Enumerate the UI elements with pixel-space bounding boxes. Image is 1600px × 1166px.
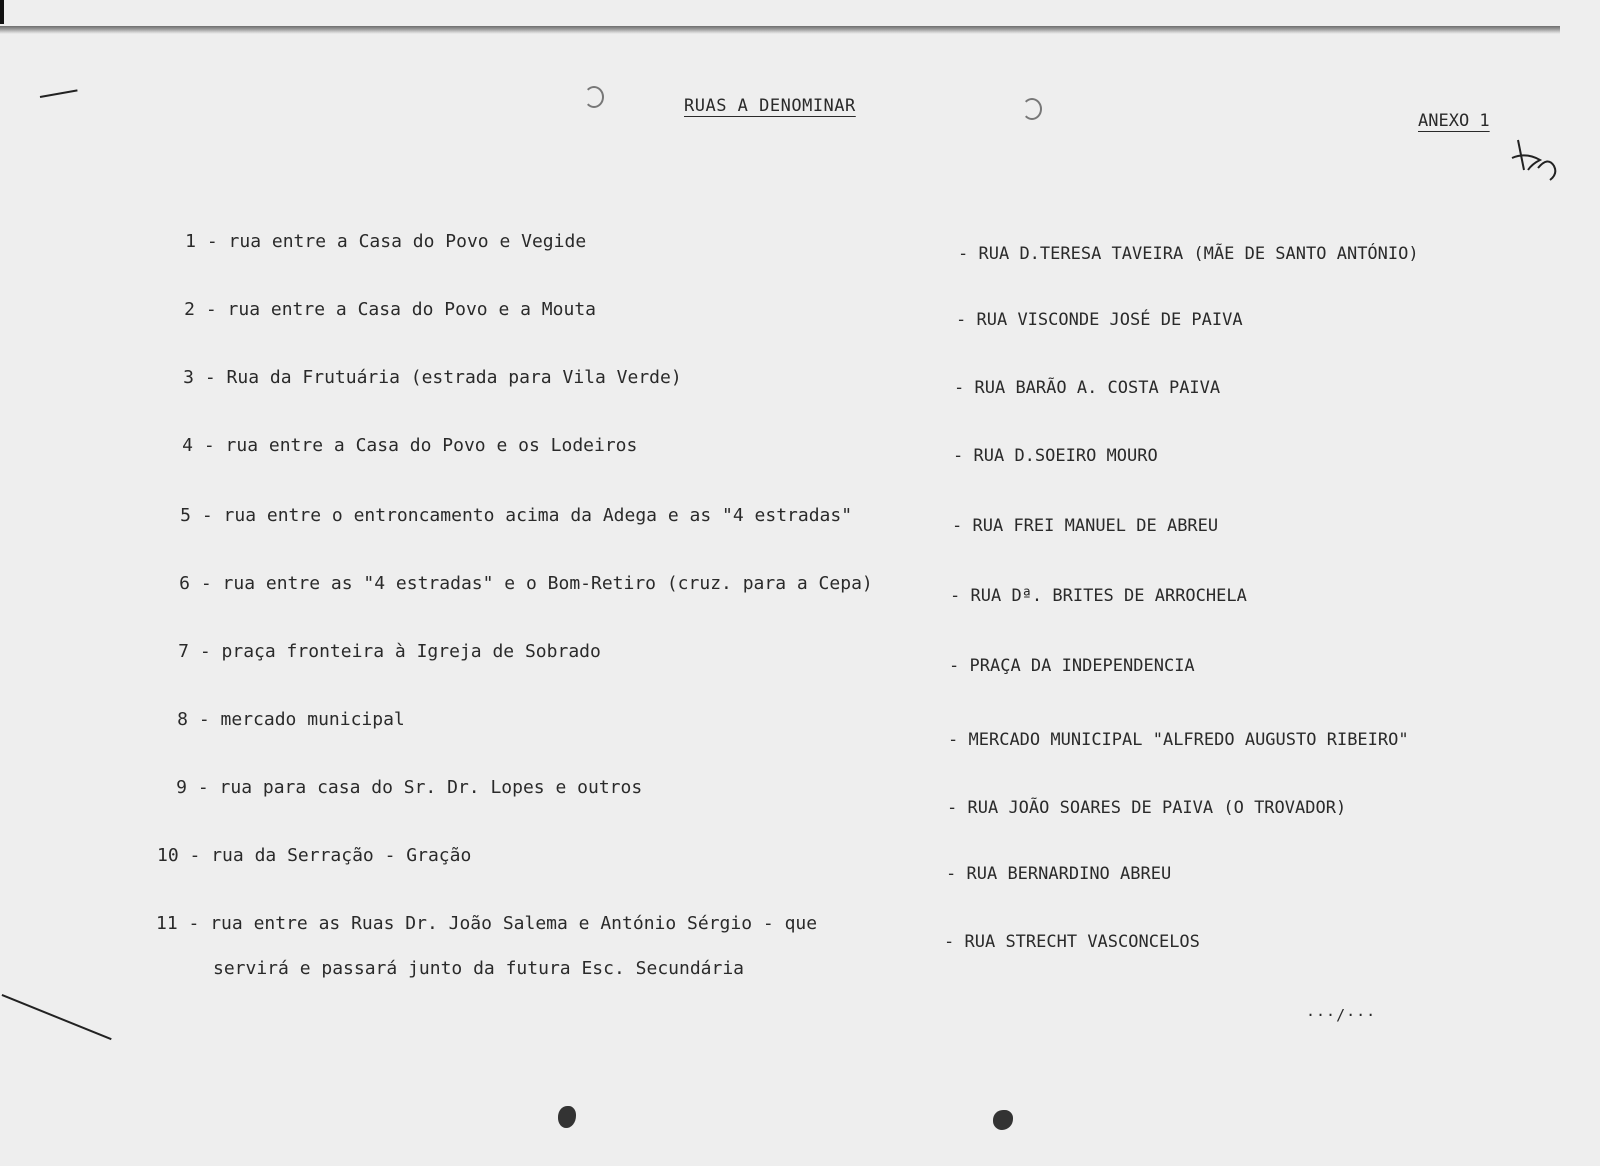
item-separator: - [947,798,958,818]
item-separator: - [946,864,957,884]
list-item [177,294,596,326]
item-number: 10 [157,845,179,866]
street-name [946,864,1171,884]
street-name [956,310,1243,330]
item-number: 4 [182,435,193,456]
annex-label: ANEXO 1 [1418,111,1490,131]
item-separator: - [206,231,218,252]
new-street-name: RUA D.SOEIRO MOURO [973,446,1158,466]
ink-blot [993,1110,1013,1130]
item-number: 3 [183,367,194,388]
item-number: 2 [184,299,195,320]
street-name [954,378,1220,398]
new-street-name: PRAÇA DA INDEPENDENCIA [969,656,1195,676]
list-item [157,840,471,872]
street-name [947,798,1346,818]
new-street-name: RUA STRECHT VASCONCELOS [964,932,1200,952]
item-number: 8 [177,709,188,730]
item-description: rua da Serração - Gração [211,845,472,866]
item-description: rua entre as "4 estradas" e o Bom-Retiro (cruz. para a Cepa) [222,573,873,594]
handwritten-initials [1510,130,1580,190]
item-separator: - [203,435,215,456]
street-name [948,730,1409,750]
page-top-edge [0,26,1560,34]
item-separator: - [205,299,217,320]
list-item [171,636,601,668]
street-name [953,446,1158,466]
new-street-name: MERCADO MUNICIPAL "ALFREDO AUGUSTO RIBEIRO" [968,730,1409,750]
item-description: rua entre a Casa do Povo e Vegide [228,231,587,252]
new-street-name: RUA D.TERESA TAVEIRA (MÃE DE SANTO ANTÓNIO) [978,244,1419,264]
item-number: 1 [185,231,196,252]
item-separator: - [198,709,210,730]
list-item [178,226,586,258]
item-separator: - [949,656,960,676]
list-item [169,772,642,804]
item-separator: - [956,310,967,330]
item-separator: - [201,505,213,526]
new-street-name: RUA BARÃO A. COSTA PAIVA [974,378,1221,398]
item-description-continued: servirá e passará junto da futura Esc. Secundária [213,958,745,979]
list-item [173,500,852,532]
margin-pen-stroke [2,994,112,1040]
item-number: 11 [156,913,178,934]
item-number: 9 [176,777,187,798]
street-name [950,586,1247,606]
street-name [944,932,1200,952]
item-description: mercado municipal [220,709,405,730]
item-description: praça fronteira à Igreja de Sobrado [221,641,601,662]
list-item [175,430,637,462]
item-separator: - [953,446,964,466]
list-item [172,568,873,600]
list-item [176,362,682,394]
scan-edge-mark [0,0,4,24]
list-item [170,704,405,736]
margin-pen-stroke [40,89,78,98]
item-separator: - [188,913,200,934]
ink-blot [558,1106,576,1128]
item-number: 6 [179,573,190,594]
new-street-name: RUA Dª. BRITES DE ARROCHELA [970,586,1247,606]
page-continuation-mark: ···/··· [1306,1006,1377,1024]
new-street-name: RUA BERNARDINO ABREU [966,864,1172,884]
street-name [958,244,1419,264]
new-street-name: RUA VISCONDE JOSÉ DE PAIVA [976,310,1243,330]
item-separator: - [200,573,212,594]
new-street-name: RUA JOÃO SOARES DE PAIVA (O TROVADOR) [967,798,1347,818]
item-separator: - [204,367,216,388]
punch-hole [1022,98,1042,120]
item-separator: - [944,932,955,952]
street-name [952,516,1218,536]
item-description: rua entre o entroncamento acima da Adega e as "4 estradas" [223,505,853,526]
item-separator: - [948,730,959,750]
item-separator: - [950,586,961,606]
item-separator: - [197,777,209,798]
item-separator: - [954,378,965,398]
item-separator: - [199,641,211,662]
page-title: RUAS A DENOMINAR [684,96,856,116]
item-separator: - [952,516,963,536]
item-separator: - [958,244,969,264]
item-description: rua entre a Casa do Povo e a Mouta [227,299,596,320]
item-description: rua entre a Casa do Povo e os Lodeiros [225,435,638,456]
item-separator: - [189,845,201,866]
item-description: rua entre as Ruas Dr. João Salema e António Sérgio - que [210,913,818,934]
new-street-name: RUA FREI MANUEL DE ABREU [972,516,1219,536]
item-number: 7 [178,641,189,662]
list-item [156,908,817,940]
street-name [949,656,1195,676]
item-description: rua para casa do Sr. Dr. Lopes e outros [219,777,643,798]
item-number: 5 [180,505,191,526]
item-description: Rua da Frutuária (estrada para Vila Verde) [226,367,682,388]
punch-hole [584,86,604,108]
